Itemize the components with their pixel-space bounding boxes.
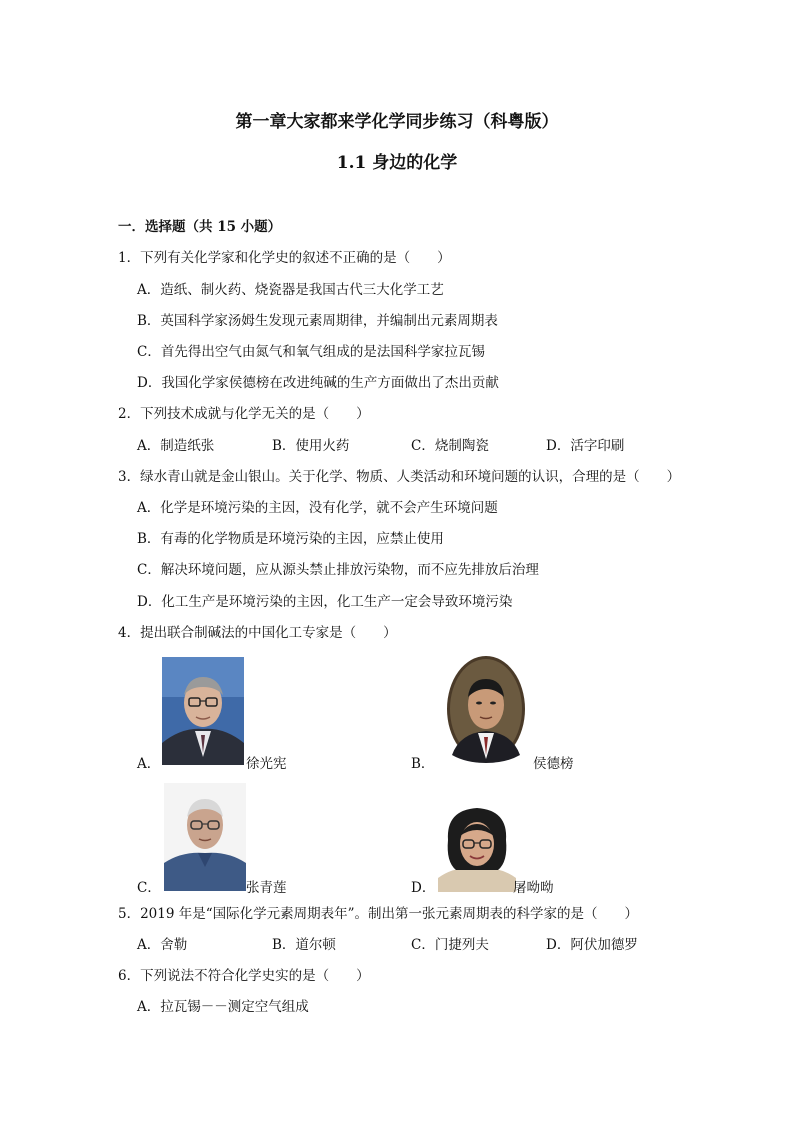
option-d-label: D． — [411, 880, 436, 896]
question-5-stem: 5．2019 年是“国际化学元素周期表年”。制出第一张元素周期表的科学家的是（ ） — [118, 906, 639, 922]
question-5-option-c: C．门捷列夫 — [411, 937, 489, 953]
question-5-option-b: B．道尔顿 — [272, 937, 336, 953]
option-c-name: 张青莲 — [246, 880, 287, 896]
document-title: 第一章大家都来学化学同步练习（科粤版） — [235, 112, 559, 132]
question-2-option-c: C．烧制陶瓷 — [411, 438, 489, 454]
question-6-option-a: A．拉瓦锡－－测定空气组成 — [137, 999, 309, 1015]
question-1-stem: 1．下列有关化学家和化学史的叙述不正确的是（ ） — [118, 250, 451, 266]
portrait-zhang-qinglian — [164, 783, 246, 891]
portrait-d-image — [438, 800, 516, 892]
section-heading: 一．选择题（共 15 小题） — [118, 219, 282, 235]
question-2-option-b: B．使用火药 — [272, 438, 350, 454]
option-b-name: 侯德榜 — [533, 756, 574, 772]
question-1-option-b: B．英国科学家汤姆生发现元素周期律，并编制出元素周期表 — [137, 313, 498, 329]
question-2-option-a: A．制造纸张 — [137, 438, 215, 454]
question-1-option-a: A．造纸、制火药、烧瓷器是我国古代三大化学工艺 — [137, 282, 444, 298]
portrait-xu-guangxian — [162, 657, 244, 765]
question-1-option-d: D．我国化学家侯德榜在改进纯碱的生产方面做出了杰出贡献 — [137, 375, 499, 391]
option-a-name: 徐光宪 — [246, 756, 287, 772]
option-a-label: A． — [137, 756, 161, 772]
question-3-option-b: B．有毒的化学物质是环境污染的主因，应禁止使用 — [137, 531, 444, 547]
portrait-a-image — [162, 657, 244, 765]
question-1-option-c: C．首先得出空气由氮气和氧气组成的是法国科学家拉瓦锡 — [137, 344, 485, 360]
option-d-name: 屠呦呦 — [513, 880, 554, 896]
option-c-label: C． — [137, 880, 161, 896]
document-subtitle: 1.1 身边的化学 — [336, 153, 458, 173]
question-5-option-d: D．阿伏加德罗 — [546, 937, 638, 953]
question-3-option-c: C．解决环境问题，应从源头禁止排放污染物，而不应先排放后治理 — [137, 562, 539, 578]
portrait-hou-debang — [446, 655, 526, 763]
question-2-option-d: D．活字印刷 — [546, 438, 625, 454]
option-b-label: B． — [411, 756, 435, 772]
portrait-b-image — [446, 655, 526, 763]
question-3-option-d: D．化工生产是环境污染的主因，化工生产一定会导致环境污染 — [137, 594, 513, 610]
question-4-stem: 4．提出联合制碱法的中国化工专家是（ ） — [118, 625, 397, 641]
portrait-c-image — [164, 783, 246, 891]
portrait-tu-youyou — [438, 800, 516, 892]
question-5-option-a: A．舍勒 — [137, 937, 188, 953]
question-3-option-a: A．化学是环境污染的主因，没有化学，就不会产生环境问题 — [137, 500, 498, 516]
question-6-stem: 6．下列说法不符合化学史实的是（ ） — [118, 968, 370, 984]
question-2-stem: 2．下列技术成就与化学无关的是（ ） — [118, 406, 370, 422]
question-3-stem: 3．绿水青山就是金山银山。关于化学、物质、人类活动和环境问题的认识，合理的是（ ） — [118, 469, 681, 485]
